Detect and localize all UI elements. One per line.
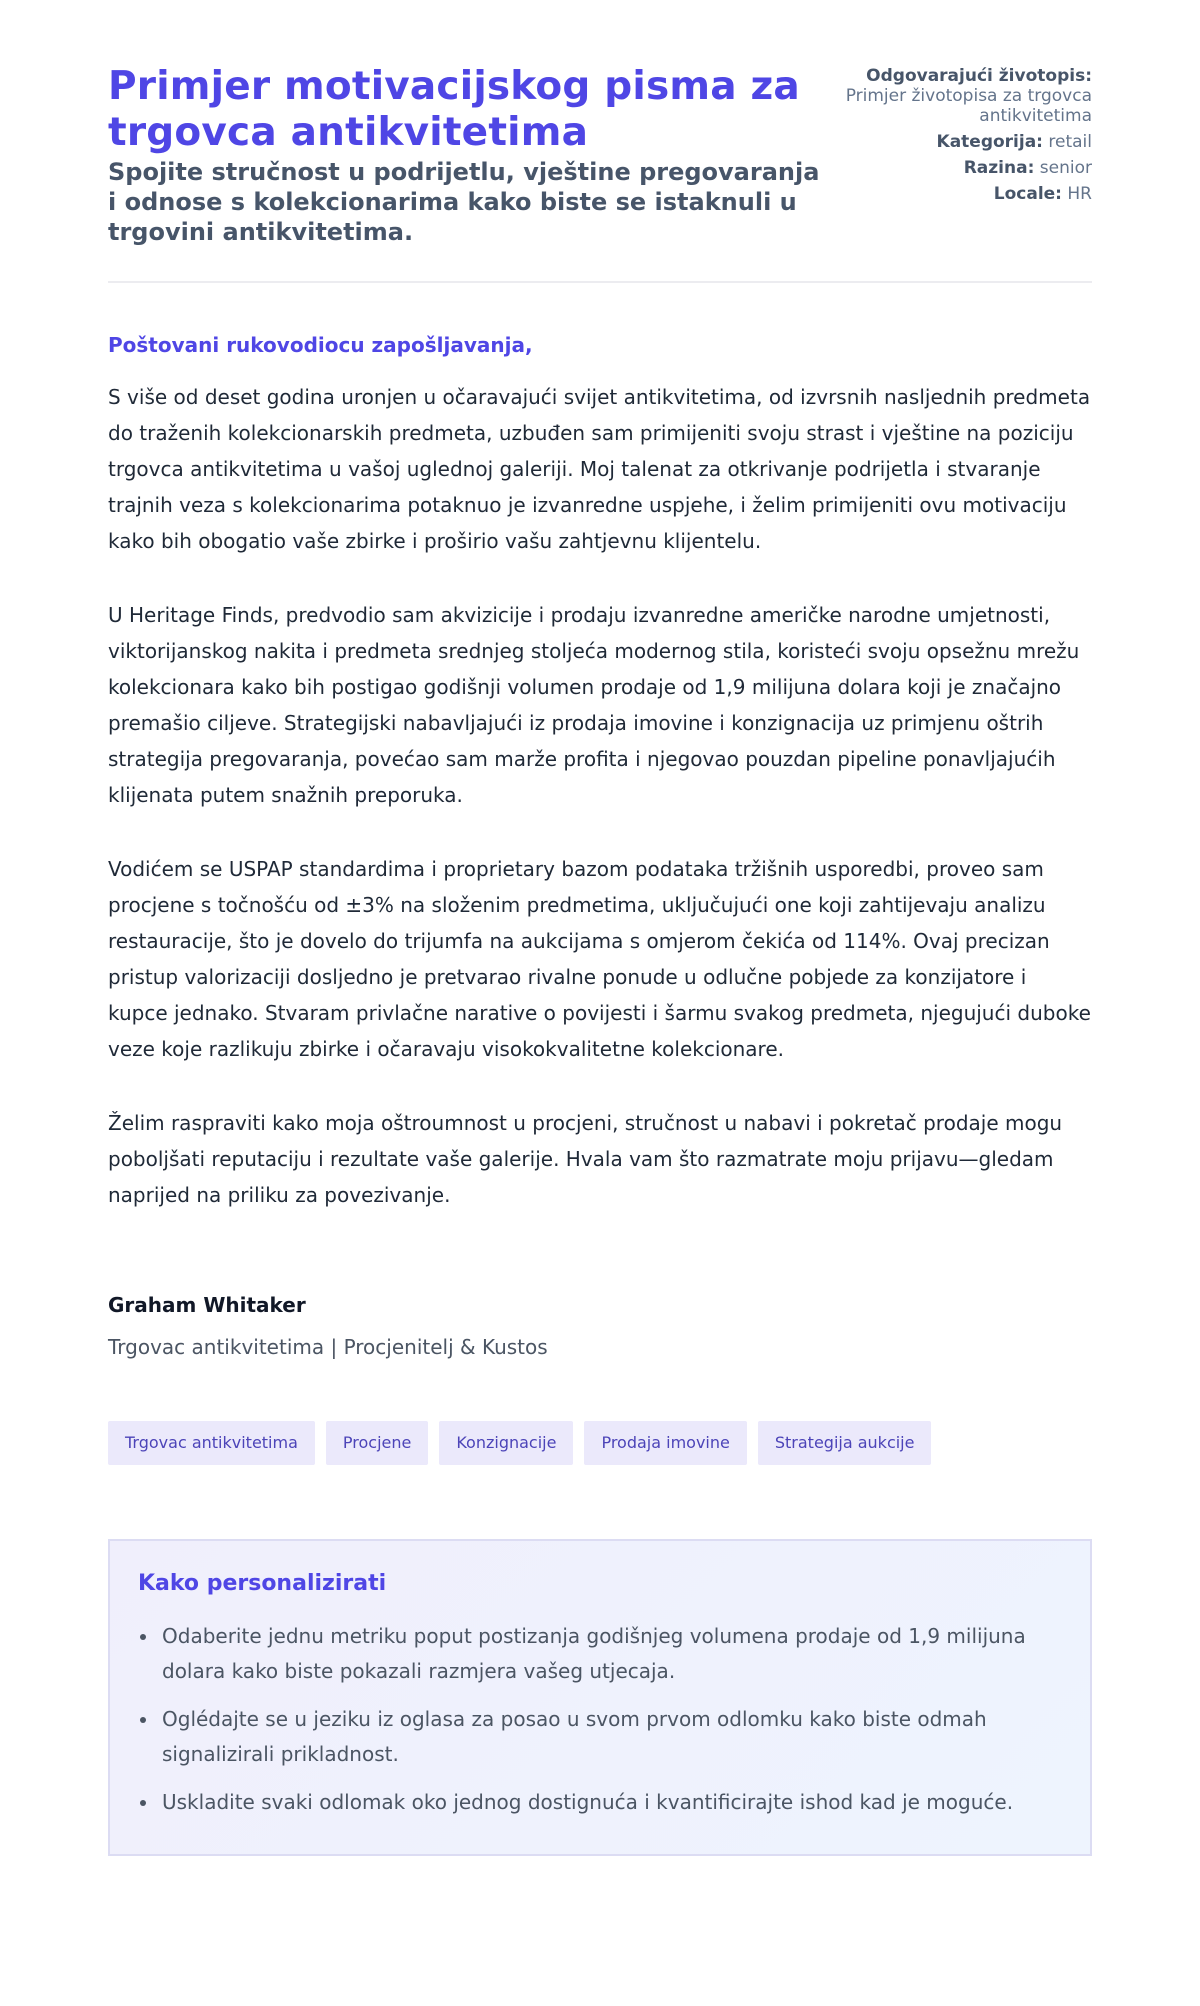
meta-locale-label: Locale:	[993, 184, 1062, 204]
meta-category-value: retail	[1048, 132, 1092, 152]
signature-name: Graham Whitaker	[108, 1293, 306, 1317]
meta-resume	[832, 66, 1092, 126]
meta-locale	[832, 184, 1092, 204]
tip-item	[162, 1702, 1062, 1772]
letter-paragraph: S više od deset godina uronjen u očaravajući svijet antikvitetima, od izvrsnih nasljednih predmeta do traženih kolekcionarskih predmeta, uzbuđen sam primijeniti svoju strast i vještine na poziciju trgovca antikvitetima u vašoj uglednoj galeriji. Moj talenat za otkrivanje podrijetla i stvaranje trajnih veza s kolekcionarima potaknuo je izvanredne uspjehe, i želim primijeniti ovu motivaciju kako bih obogatio vaše zbirke i proširio vašu zahtjevnu klijentelu.	[108, 385, 1091, 553]
meta-locale-value: HR	[1067, 184, 1092, 204]
tip-text: Odaberite jednu metriku poput postizanja godišnjeg volumena prodaje od 1,9 milijuna dolara kako biste pokazali razmjera vašeg utjecaja.	[162, 1624, 1026, 1683]
letter-body	[108, 331, 1092, 1213]
tips-list	[138, 1619, 1062, 1820]
meta-category-label: Kategorija:	[936, 132, 1043, 152]
tag-chip[interactable]: Strategija aukcije	[758, 1421, 932, 1465]
letter-paragraph: Vodićem se USPAP standardima i proprietary bazom podataka tržišnih usporedbi, proveo sam procjene s točnošću od ±3% na složenim predmetima, uključujući one koji zahtijevaju analizu restauracije, što je dovelo do trijumfa na aukcijama s omjerom čekića od 114%. Ovaj precizan pristup valorizaciji dosljedno je pretvarao rivalne ponude u odlučne pobjede za konzijatore i kupce jednako. Stvaram privlačne narative o povijesti i šarmu svakog predmeta, njegujući duboke veze koje razlikuju zbirke i očaravaju visokokvalitetne kolekcionare.	[108, 857, 1091, 1061]
meta-level-value: senior	[1039, 158, 1092, 178]
signature-block	[108, 1291, 1092, 1361]
tag-chip[interactable]: Trgovac antikvitetima	[108, 1421, 315, 1465]
bullet-icon	[140, 1634, 146, 1640]
tag-list	[108, 1421, 1092, 1465]
page-subtitle: Spojite stručnost u podrijetlu, vještine pregovaranja i odnose s kolekcionarima kako biste se istaknuli u trgovini antikvitetima.	[108, 158, 820, 246]
bullet-icon	[140, 1800, 146, 1806]
meta-resume-link[interactable]: Primjer životopisa za trgovca antikvitetima	[845, 86, 1092, 126]
letter-paragraph: Želim raspraviti kako moja oštroumnost u procjeni, stručnost u nabavi i pokretač prodaje mogu poboljšati reputaciju i rezultate vaše galerije. Hvala vam što razmatrate moju prijavu—gledam naprijed na priliku za povezivanje.	[108, 1111, 1063, 1207]
page-header	[108, 64, 1092, 283]
header-titles	[108, 64, 828, 247]
meta-level-label: Razina:	[963, 158, 1035, 178]
personalization-tips	[108, 1539, 1092, 1856]
tips-title: Kako personalizirati	[138, 1571, 387, 1596]
tip-item	[162, 1785, 1062, 1820]
meta-panel	[832, 64, 1092, 210]
tag-chip[interactable]: Procjene	[326, 1421, 428, 1465]
meta-level	[832, 158, 1092, 178]
meta-resume-label: Odgovarajući životopis:	[866, 66, 1092, 86]
tag-chip[interactable]: Prodaja imovine	[584, 1421, 746, 1465]
signature-role: Trgovac antikvitetima | Procjenitelj & Kustos	[108, 1335, 548, 1359]
salutation: Poštovani rukovodiocu zapošljavanja,	[108, 333, 533, 357]
tip-text: Oglédajte se u jeziku iz oglasa za posao u svom prvom odlomku kako biste odmah signalizirali prikladnost.	[162, 1707, 987, 1766]
page-title: Primjer motivacijskog pisma za trgovca antikvitetima	[108, 64, 800, 155]
meta-category	[832, 132, 1092, 152]
tag-chip[interactable]: Konzignacije	[439, 1421, 573, 1465]
tip-item	[162, 1619, 1062, 1689]
tip-text: Uskladite svaki odlomak oko jednog dostignuća i kvantificirajte ishod kad je moguće.	[162, 1790, 1014, 1814]
bullet-icon	[140, 1717, 146, 1723]
letter-paragraph: U Heritage Finds, predvodio sam akvizicije i prodaju izvanredne američke narodne umjetnosti, viktorijanskog nakita i predmeta srednjeg stoljeća modernog stila, koristeći svoju opsežnu mrežu kolekcionara kako bih postigao godišnji volumen prodaje od 1,9 milijuna dolara koji je značajno premašio ciljeve. Strategijski nabavljajući iz prodaja imovine i konzignacija uz primjenu oštrih strategija pregovaranja, povećao sam marže profita i njegovao pouzdan pipeline ponavljajućih klijenata putem snažnih preporuka.	[108, 603, 1080, 807]
